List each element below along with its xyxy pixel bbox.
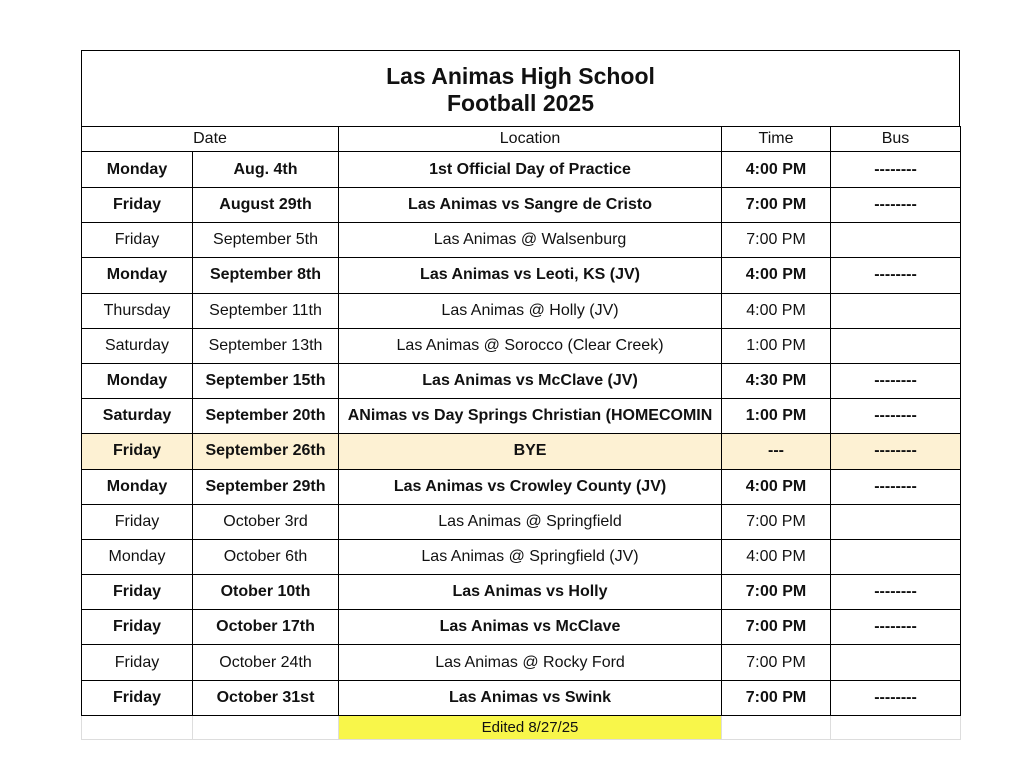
- schedule-row: [82, 363, 961, 398]
- schedule-row: [82, 152, 961, 188]
- cell-bus: --------: [831, 258, 961, 293]
- cell-time: 7:00 PM: [722, 610, 831, 645]
- cell-location: Las Animas vs McClave: [339, 610, 722, 645]
- schedule-row: [82, 645, 961, 680]
- cell-date: October 31st: [193, 680, 339, 715]
- schedule-row: [82, 223, 961, 258]
- cell-bus: --------: [831, 363, 961, 398]
- cell-location: Las Animas @ Holly (JV): [339, 293, 722, 328]
- cell-location: Las Animas vs Sangre de Cristo: [339, 188, 722, 223]
- cell-location: Las Animas vs McClave (JV): [339, 363, 722, 398]
- cell-day: Friday: [82, 223, 193, 258]
- cell-bus: --------: [831, 575, 961, 610]
- cell-day: Monday: [82, 469, 193, 504]
- cell-date: October 6th: [193, 539, 339, 574]
- cell-time: 7:00 PM: [722, 504, 831, 539]
- cell-location: Las Animas vs Swink: [339, 680, 722, 715]
- cell-bus: [831, 328, 961, 363]
- cell-time: 4:00 PM: [722, 258, 831, 293]
- cell-bus: --------: [831, 188, 961, 223]
- cell-bus: --------: [831, 469, 961, 504]
- cell-bus: --------: [831, 152, 961, 188]
- schedule-row: [82, 434, 961, 469]
- cell-bus: --------: [831, 399, 961, 434]
- cell-bus: --------: [831, 610, 961, 645]
- cell-time: 7:00 PM: [722, 188, 831, 223]
- cell-bus: [831, 223, 961, 258]
- footer-empty: [82, 715, 193, 739]
- schedule-table: [81, 126, 961, 740]
- schedule-row: [82, 504, 961, 539]
- cell-location: Las Animas vs Crowley County (JV): [339, 469, 722, 504]
- header-time: Time: [722, 127, 831, 152]
- header-location: Location: [339, 127, 722, 152]
- cell-day: Friday: [82, 575, 193, 610]
- cell-time: 4:00 PM: [722, 293, 831, 328]
- cell-day: Saturday: [82, 399, 193, 434]
- header-date: Date: [82, 127, 339, 152]
- cell-time: 4:30 PM: [722, 363, 831, 398]
- cell-bus: [831, 539, 961, 574]
- schedule-row: [82, 680, 961, 715]
- cell-bus: [831, 293, 961, 328]
- schedule-row: [82, 575, 961, 610]
- cell-time: 1:00 PM: [722, 399, 831, 434]
- cell-location: Las Animas vs Holly: [339, 575, 722, 610]
- cell-time: 7:00 PM: [722, 575, 831, 610]
- schedule-row: [82, 293, 961, 328]
- cell-date: September 29th: [193, 469, 339, 504]
- cell-day: Thursday: [82, 293, 193, 328]
- footer-empty: [831, 715, 961, 739]
- schedule-row: [82, 258, 961, 293]
- cell-day: Monday: [82, 152, 193, 188]
- cell-location: ANimas vs Day Springs Christian (HOMECOMIN: [339, 399, 722, 434]
- schedule-row: [82, 469, 961, 504]
- cell-date: September 11th: [193, 293, 339, 328]
- cell-time: 4:00 PM: [722, 152, 831, 188]
- cell-location: Las Animas @ Walsenburg: [339, 223, 722, 258]
- cell-time: 7:00 PM: [722, 680, 831, 715]
- cell-day: Friday: [82, 610, 193, 645]
- cell-date: Otober 10th: [193, 575, 339, 610]
- cell-date: Aug. 4th: [193, 152, 339, 188]
- cell-date: September 5th: [193, 223, 339, 258]
- cell-date: October 3rd: [193, 504, 339, 539]
- cell-day: Monday: [82, 539, 193, 574]
- cell-day: Friday: [82, 504, 193, 539]
- cell-date: October 17th: [193, 610, 339, 645]
- edited-note: Edited 8/27/25: [339, 715, 722, 739]
- cell-location: Las Animas @ Springfield (JV): [339, 539, 722, 574]
- cell-location: Las Animas @ Springfield: [339, 504, 722, 539]
- schedule-row: [82, 610, 961, 645]
- cell-location: Las Animas vs Leoti, KS (JV): [339, 258, 722, 293]
- cell-bus: --------: [831, 434, 961, 469]
- cell-time: 4:00 PM: [722, 469, 831, 504]
- cell-date: September 13th: [193, 328, 339, 363]
- cell-bus: [831, 504, 961, 539]
- schedule-sheet: [81, 50, 960, 740]
- schedule-row: [82, 328, 961, 363]
- cell-bus: [831, 645, 961, 680]
- cell-day: Friday: [82, 680, 193, 715]
- cell-time: 4:00 PM: [722, 539, 831, 574]
- cell-bus: --------: [831, 680, 961, 715]
- cell-date: October 24th: [193, 645, 339, 680]
- cell-date: September 20th: [193, 399, 339, 434]
- footer-empty: [193, 715, 339, 739]
- title-line-1: Las Animas High School: [386, 62, 655, 89]
- footer-row: [82, 715, 961, 739]
- cell-day: Monday: [82, 363, 193, 398]
- schedule-title: [81, 50, 960, 126]
- schedule-row: [82, 188, 961, 223]
- cell-time: 7:00 PM: [722, 645, 831, 680]
- cell-date: September 15th: [193, 363, 339, 398]
- schedule-row: [82, 539, 961, 574]
- cell-day: Monday: [82, 258, 193, 293]
- cell-day: Saturday: [82, 328, 193, 363]
- cell-location: Las Animas @ Sorocco (Clear Creek): [339, 328, 722, 363]
- header-bus: Bus: [831, 127, 961, 152]
- header-row: [82, 127, 961, 152]
- cell-time: ---: [722, 434, 831, 469]
- cell-date: September 26th: [193, 434, 339, 469]
- schedule-row: [82, 399, 961, 434]
- cell-location: BYE: [339, 434, 722, 469]
- title-line-2: Football 2025: [447, 89, 594, 116]
- cell-day: Friday: [82, 645, 193, 680]
- footer-empty: [722, 715, 831, 739]
- cell-time: 7:00 PM: [722, 223, 831, 258]
- cell-location: Las Animas @ Rocky Ford: [339, 645, 722, 680]
- cell-date: September 8th: [193, 258, 339, 293]
- cell-date: August 29th: [193, 188, 339, 223]
- cell-day: Friday: [82, 434, 193, 469]
- cell-time: 1:00 PM: [722, 328, 831, 363]
- cell-location: 1st Official Day of Practice: [339, 152, 722, 188]
- cell-day: Friday: [82, 188, 193, 223]
